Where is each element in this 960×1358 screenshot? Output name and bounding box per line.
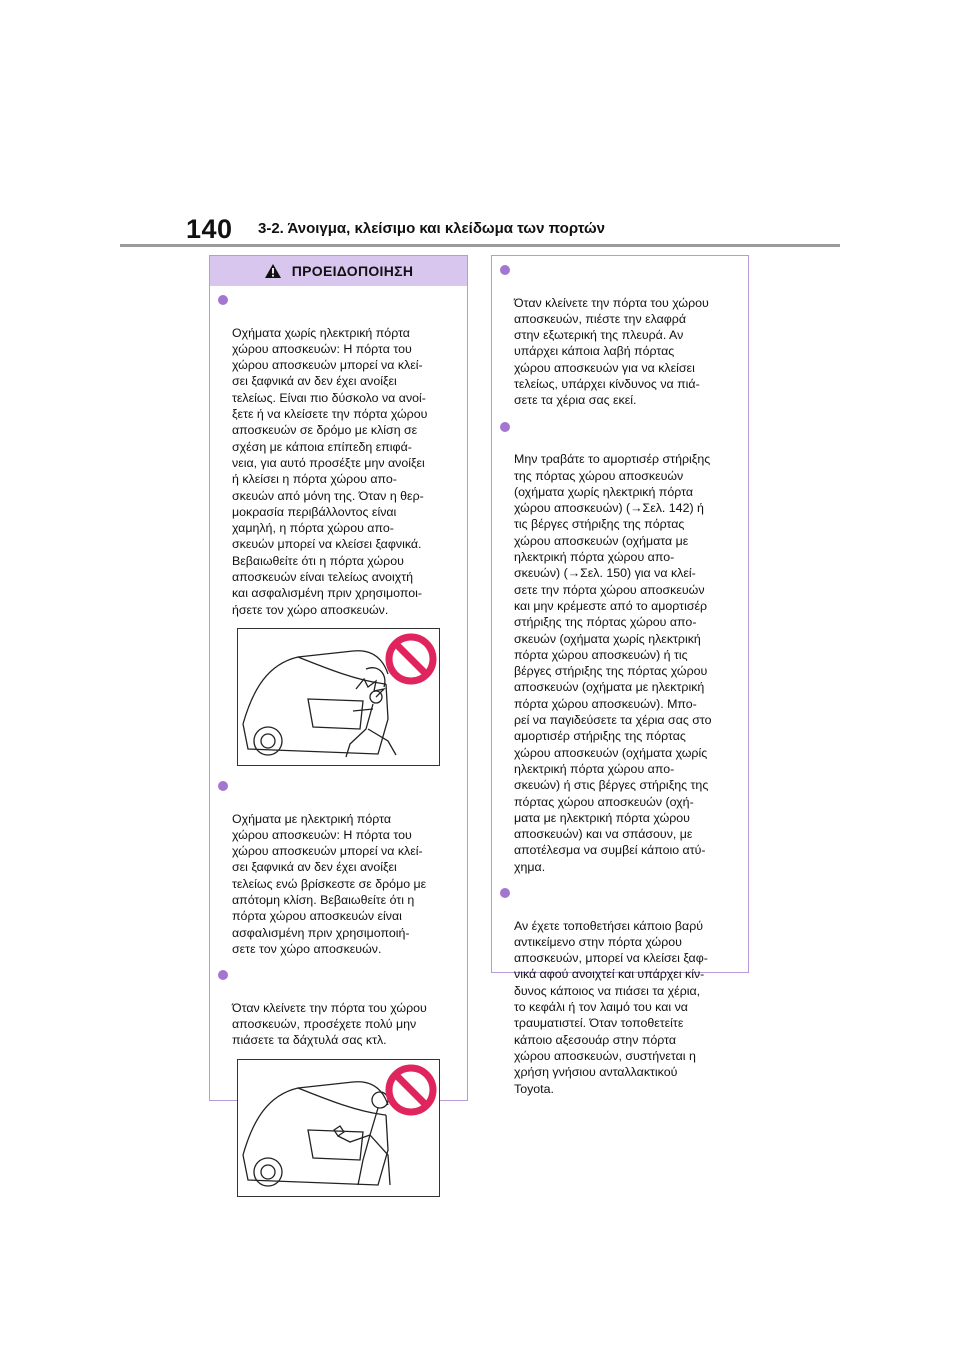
warning-item	[218, 778, 459, 957]
warning-box-right	[491, 255, 749, 1096]
warning-item-text: Αν έχετε τοποθετήσει κάποιο βαρύ αντικείμενο στην πόρτα χώρου αποσκευών, μπορεί να κλείσει ξαφ- νικά αφού ανοιχτεί και υπάρχει κίν- δυνος κάποιος να πιάσει τα χέρια, το κεφάλι ή τον λαιμό του και να τραυματιστεί. Όταν τοποθετείτε κάποιο αξεσουάρ στην πόρτα χώρου αποσκευών, συστήνεται η χρήση γνήσιου ανταλλακτικού Toyota.	[514, 918, 708, 1096]
warning-item	[500, 419, 740, 875]
warning-item	[500, 262, 740, 409]
warning-item-text: Όταν κλείνετε την πόρτα του χώρου αποσκευών, πιέστε την ελαφρά στην εξωτερική της πλευρά. Αν υπάρχει κάποια λαβή πόρτας χώρου αποσκευών για να κλείσει τελείως, υπάρχει κίνδυνος να πιά- σετε τα χέρια σας εκεί.	[514, 295, 709, 408]
warning-item-text: Οχήματα χωρίς ηλεκτρική πόρτα χώρου αποσκευών: Η πόρτα του χώρου αποσκευών μπορεί να κλεί- σει ξαφνικά αν δεν έχει ανοίξει τελείως. Είναι πιο δύσκολο να ανοί- ξετε ή να κλείσετε την πόρτα χώρου αποσκευών σε δρόμο με κλίση σε σχέση με κάποια επίπεδη επιφά- νεια, για αυτό προσέξτε μην ανοίξει ή κλείσει η πόρτα χώρου απο- σκευών από μόνη της. Όταν η θερ- μοκρασία περιβάλλοντος είναι χαμηλή, η πόρτα χώρου απο- σκευών μπορεί να κλείσει ξαφνικά. Βεβαιωθείτε ότι η πόρτα χώρου αποσκευών είναι τελείως ανοιχτή και ασφαλισμένη πριν χρησιμοποι- ήσετε τον χώρο αποσκευών.	[232, 325, 428, 617]
warning-item-text: Οχήματα με ηλεκτρική πόρτα χώρου αποσκευών: Η πόρτα του χώρου αποσκευών μπορεί να κλεί- σει ξαφνικά αν δεν έχει ανοίξει τελείως ενώ βρίσκεστε σε δρόμο με απότομη κλίση. Βεβαιωθείτε ότι η πόρτα χώρου αποσκευών είναι ασφαλισμένη πριν χρησιμοποιή- σετε τον χώρο αποσκευών.	[232, 811, 427, 956]
warning-item	[500, 885, 740, 1097]
bullet-icon	[218, 295, 228, 305]
warning-title: ΠΡΟΕΙΔΟΠΟΙΗΣΗ	[291, 263, 414, 279]
illustration-fingers-caught	[237, 1059, 440, 1197]
section-title: 3-2. Άνοιγμα, κλείσιμο και κλείδωμα των πορτών	[258, 220, 605, 237]
warning-item-text: Όταν κλείνετε την πόρτα του χώρου αποσκευών, προσέχετε πολύ μην πιάσετε τα δάχτυλά σας κτλ.	[232, 1000, 427, 1048]
bullet-icon	[218, 781, 228, 791]
warning-triangle-icon	[264, 263, 282, 279]
bullet-icon	[218, 970, 228, 980]
warning-item-text: Μην τραβάτε το αμορτισέρ στήριξης της πόρτας χώρου αποσκευών (οχήματα χωρίς ηλεκτρική πόρτα χώρου αποσκευών) (→Σελ. 142) ή τις βέργες στήριξης της πόρτας χώρου αποσκευών (οχήματα με ηλεκτρική πόρτα χώρου απο- σκευών) (→Σελ. 150) για να κλεί- σετε την πόρτα χώρου αποσκευών και μην κρέμεστε από το αμορτισέρ στήριξης της πόρτας χώρου απο- σκευών (οχήματα χωρίς ηλεκτρική πόρτα χώρου αποσκευών) ή τις βέργες στήριξης της πόρτας χώρου αποσκευών (οχήματα με ηλεκτρική πόρτα χώρου αποσκευών). Μπο- ρεί να παγιδεύσετε τα χέρια σας στο αμορτισέρ στήριξης της πόρτας χώρου αποσκευών (οχήματα χωρίς ηλεκτρική πόρτα χώρου απο- σκευών) ή στις βέργες στήριξης της πόρτας χώρου αποσκευών (οχή- ματα με ηλεκτρική πόρτα χώρου αποσκευών) και να σπάσουν, με αποτέλεσμα να συμβεί κάποιο ατύ- χημα.	[514, 452, 712, 874]
warning-item	[218, 292, 459, 618]
warning-item	[218, 967, 459, 1048]
warning-box-left	[209, 255, 468, 1101]
warning-header	[210, 256, 467, 286]
bullet-icon	[500, 265, 510, 275]
bullet-icon	[500, 888, 510, 898]
prohibition-icon	[238, 1060, 439, 1196]
illustration-tailgate-closing	[237, 628, 440, 766]
page-number: 140	[186, 214, 233, 244]
bullet-icon	[500, 422, 510, 432]
prohibition-icon	[238, 629, 439, 765]
header-rule	[120, 244, 840, 247]
